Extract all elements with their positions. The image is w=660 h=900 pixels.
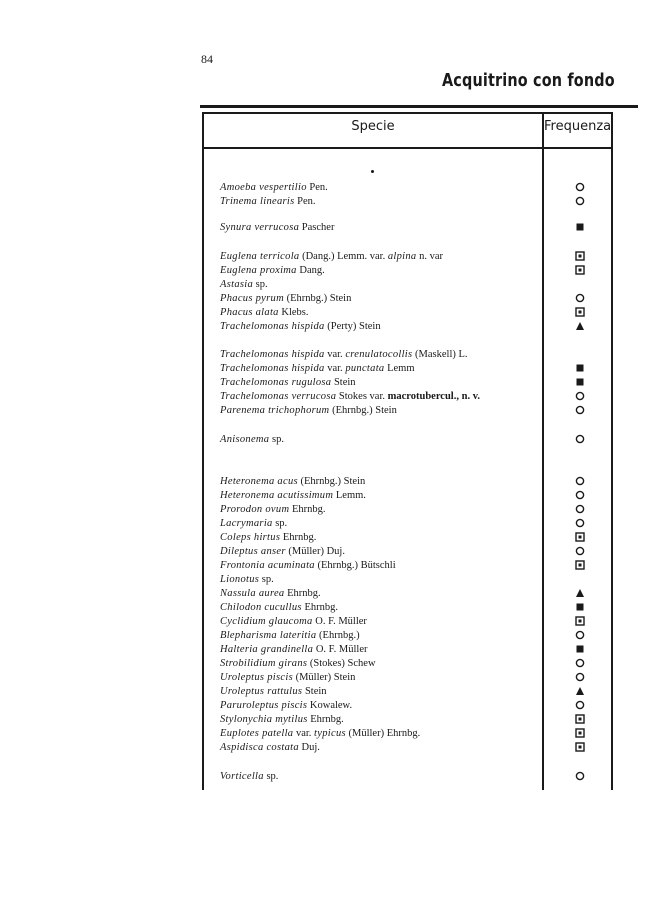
table-row (220, 573, 542, 586)
frequency-boxed-square-icon (575, 251, 585, 261)
species-author: Ehrnbg. (284, 588, 321, 599)
frequency-circle-icon (575, 196, 585, 206)
species-name: Euplotes patella (220, 728, 294, 739)
species-author: Stein (302, 686, 327, 697)
species-author: (Müller) Stein (292, 672, 356, 683)
species-name: Trachelomonas verrucosa (220, 391, 337, 402)
table-row (220, 278, 542, 291)
variety-name: typicus (314, 728, 346, 739)
variety-name: alpina (387, 251, 417, 262)
table-row (220, 671, 542, 684)
table-row (220, 503, 542, 516)
species-author: Stein (331, 377, 356, 388)
species-name: Euglena proxima (220, 265, 297, 276)
species-author: sp. (269, 434, 284, 445)
table-row (220, 475, 542, 488)
species-name: Trinema linearis (220, 196, 295, 207)
species-name: Astasia (220, 279, 254, 290)
table-row (220, 770, 542, 783)
table-row (220, 376, 542, 389)
table-border-left (202, 112, 204, 790)
species-name: Trachelomonas hispida (220, 321, 325, 332)
table-row (220, 404, 542, 417)
species-author: (Ehrnbg.) Bütschli (314, 560, 396, 571)
species-author: Ehrnbg. (280, 532, 317, 543)
species-name: Synura verrucosa (220, 222, 300, 233)
frequency-circle-icon (575, 490, 585, 500)
species-author: Ehrnbg. (307, 714, 344, 725)
header-frequency: Frequenza (544, 119, 612, 134)
species-name: Coleps hirtus (220, 532, 281, 543)
table-row (220, 517, 542, 530)
species-author: Ehrnbg. (289, 504, 326, 515)
species-author: Ehrnbg. (301, 602, 338, 613)
species-author: sp. (263, 771, 279, 782)
table-row (220, 362, 542, 375)
frequency-boxed-square-icon (575, 265, 585, 275)
table-row (220, 250, 542, 263)
species-name: Uroleptus rattulus (220, 686, 303, 697)
frequency-triangle-icon (575, 686, 585, 696)
species-name: Cyclidium glaucoma (220, 616, 313, 627)
species-name: Heteronema acutissimum (220, 490, 334, 501)
species-name: Trachelomonas hispida (220, 363, 325, 374)
variety-name: macrotubercul., n. v. (387, 391, 480, 402)
table-row (220, 348, 542, 361)
species-author: O. F. Müller (313, 644, 368, 655)
frequency-triangle-icon (575, 588, 585, 598)
table-column-divider (542, 112, 544, 790)
frequency-boxed-square-icon (575, 616, 585, 626)
species-author: (Ehrnbg.) Stein (297, 476, 366, 487)
species-author: (Ehrnbg.) Stein (329, 405, 397, 416)
page-title: Acquitrino con fondo (442, 70, 615, 91)
frequency-boxed-square-icon (575, 742, 585, 752)
species-author: Pen. (306, 182, 328, 193)
species-author: (Dang.) Lemm. var. (299, 251, 388, 262)
table-row (220, 601, 542, 614)
frequency-circle-icon (575, 434, 585, 444)
frequency-boxed-square-icon (575, 560, 585, 570)
variety-author: Lemm (384, 363, 415, 374)
species-author: Kowalew. (307, 700, 353, 711)
table-row (220, 741, 542, 754)
table-row (220, 264, 542, 277)
species-author: Dang. (296, 265, 325, 276)
top-rule (200, 105, 638, 108)
frequency-circle-icon (575, 658, 585, 668)
species-author: (Müller) Duj. (285, 546, 345, 557)
frequency-triangle-icon (575, 321, 585, 331)
table-row (220, 433, 542, 446)
species-name: Uroleptus piscis (220, 672, 293, 683)
variety-author: n. var (416, 251, 444, 262)
frequency-circle-icon (575, 672, 585, 682)
species-author: O. F. Müller (312, 616, 367, 627)
frequency-circle-icon (575, 546, 585, 556)
table-row (220, 221, 542, 234)
frequency-square-icon (575, 363, 585, 373)
table-row (220, 306, 542, 319)
table-row (220, 390, 542, 403)
species-author: var. (293, 728, 315, 739)
species-name: Heteronema acus (220, 476, 298, 487)
table-border-top (202, 112, 613, 114)
species-author: var. (324, 363, 346, 374)
species-author: Duj. (298, 742, 320, 753)
species-author: sp. (259, 574, 274, 585)
species-name: Lionotus (220, 574, 260, 585)
species-name: Stylonychia mytilus (220, 714, 308, 725)
table-row (220, 615, 542, 628)
frequency-circle-icon (575, 518, 585, 528)
table-row (220, 195, 542, 208)
frequency-circle-icon (575, 391, 585, 401)
species-name: Blepharisma lateritia (220, 630, 317, 641)
species-name: Anisonema (220, 434, 270, 445)
table-row (220, 643, 542, 656)
table-row (220, 685, 542, 698)
species-name: Aspidisca costata (220, 742, 299, 753)
table-row (220, 699, 542, 712)
frequency-circle-icon (575, 700, 585, 710)
species-author: (Stokes) Schew (307, 658, 376, 669)
stray-dot (371, 170, 374, 173)
table-row (220, 713, 542, 726)
header-species: Specie (351, 119, 395, 134)
species-name: Prorodon ovum (220, 504, 290, 515)
species-name: Lacrymaria (220, 518, 273, 529)
species-author: (Perty) Stein (324, 321, 381, 332)
frequency-boxed-square-icon (575, 307, 585, 317)
species-author: var. (324, 349, 346, 360)
frequency-square-icon (575, 644, 585, 654)
table-border-right (611, 112, 613, 790)
frequency-square-icon (575, 377, 585, 387)
species-name: Trachelomonas rugulosa (220, 377, 332, 388)
table-row (220, 489, 542, 502)
species-author: Lemm. (333, 490, 366, 501)
species-name: Chilodon cucullus (220, 602, 302, 613)
species-author: Stokes var. (336, 391, 388, 402)
species-author: Klebs. (278, 307, 309, 318)
species-name: Euglena terricola (220, 251, 300, 262)
frequency-boxed-square-icon (575, 714, 585, 724)
frequency-circle-icon (575, 771, 585, 781)
variety-author: (Müller) Ehrnbg. (345, 728, 421, 739)
table-row (220, 559, 542, 572)
table-row (220, 181, 542, 194)
frequency-circle-icon (575, 630, 585, 640)
species-name: Nassula aurea (220, 588, 285, 599)
table-row (220, 629, 542, 642)
table-row (220, 545, 542, 558)
species-name: Trachelomonas hispida (220, 349, 325, 360)
table-row (220, 292, 542, 305)
frequency-circle-icon (575, 293, 585, 303)
species-name: Phacus alata (220, 307, 279, 318)
table-row (220, 320, 542, 333)
table-row (220, 727, 542, 740)
table-row (220, 657, 542, 670)
species-author: Pascher (299, 222, 335, 233)
table-row (220, 531, 542, 544)
species-name: Strobilidium girans (220, 658, 308, 669)
frequency-boxed-square-icon (575, 728, 585, 738)
page-number: 84 (201, 52, 213, 66)
frequency-circle-icon (575, 476, 585, 486)
frequency-square-icon (575, 222, 585, 232)
frequency-circle-icon (575, 504, 585, 514)
table-header-rule (202, 147, 613, 149)
species-name: Paruroleptus piscis (220, 700, 308, 711)
frequency-circle-icon (575, 405, 585, 415)
variety-author: (Maskell) L. (412, 349, 468, 360)
species-name: Dileptus anser (220, 546, 286, 557)
species-name: Phacus pyrum (220, 293, 284, 304)
species-name: Parenema trichophorum (220, 405, 330, 416)
species-author: Pen. (294, 196, 316, 207)
species-author: sp. (272, 518, 288, 529)
species-author: (Ehrnbg.) Stein (283, 293, 352, 304)
species-author: (Ehrnbg.) (316, 630, 360, 641)
species-name: Vorticella (220, 771, 264, 782)
species-name: Halteria grandinella (220, 644, 314, 655)
table-row (220, 587, 542, 600)
frequency-square-icon (575, 602, 585, 612)
species-author: sp. (253, 279, 268, 290)
variety-name: crenulatocollis (345, 349, 413, 360)
frequency-boxed-square-icon (575, 532, 585, 542)
species-name: Amoeba vespertilio (220, 182, 307, 193)
frequency-circle-icon (575, 182, 585, 192)
variety-name: punctata (345, 363, 385, 374)
species-name: Frontonia acuminata (220, 560, 315, 571)
